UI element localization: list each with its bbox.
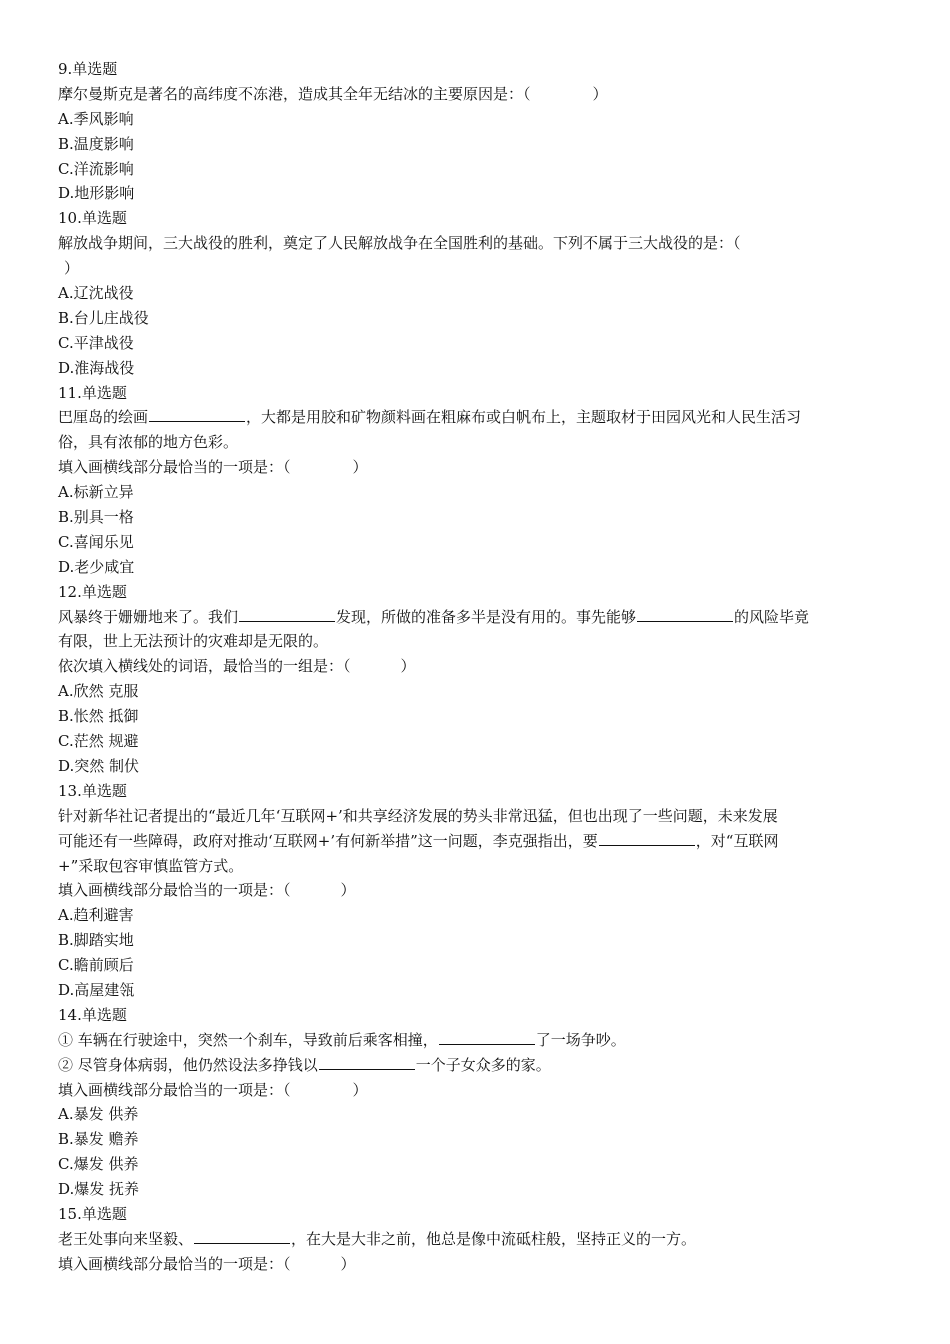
answer-blank	[239, 607, 335, 622]
answer-blank	[149, 407, 245, 422]
question-9-option-a[interactable]: A.季风影响	[58, 109, 134, 128]
question-13-title: 13.单选题	[58, 781, 127, 800]
question-14-prompt: 填入画横线部分最恰当的一项是：（ ）	[58, 1080, 368, 1099]
question-10-option-b[interactable]: B.台儿庄战役	[58, 308, 149, 327]
question-10-stem: 解放战争期间，三大战役的胜利，奠定了人民解放战争在全国胜利的基础。下列不属于三大战役的是：（	[58, 234, 741, 253]
answer-blank	[599, 831, 695, 846]
question-page	[58, 57, 898, 1277]
question-12-option-d[interactable]: D.突然 制伏	[58, 756, 140, 775]
question-9-option-c[interactable]: C.洋流影响	[58, 159, 134, 178]
question-11-option-d[interactable]: D.老少咸宜	[58, 557, 135, 576]
question-13-stem-end: +”采取包容审慎监管方式。	[58, 856, 244, 875]
question-9-option-b[interactable]: B.温度影响	[58, 134, 134, 153]
question-12-option-c[interactable]: C.茫然 规避	[58, 732, 139, 751]
question-14-option-d[interactable]: D.爆发 抚养	[58, 1180, 140, 1199]
question-10-option-d[interactable]: D.淮海战役	[58, 358, 135, 377]
question-11-prompt: 填入画横线部分最恰当的一项是：（ ）	[58, 458, 368, 477]
question-12-stem-cont: 有限，世上无法预计的灾难却是无限的。	[58, 632, 329, 651]
question-12-prompt: 依次填入横线处的词语，最恰当的一组是：（ ）	[58, 657, 416, 676]
question-11-stem-cont: 俗，具有浓郁的地方色彩。	[58, 433, 239, 452]
question-9-option-d[interactable]: D.地形影响	[58, 184, 135, 203]
question-10-option-c[interactable]: C.平津战役	[58, 333, 134, 352]
question-11-option-b[interactable]: B.别具一格	[58, 508, 134, 527]
question-11-option-c[interactable]: C.喜闻乐见	[58, 532, 134, 551]
question-12-title: 12.单选题	[58, 582, 127, 601]
question-9-title: 9.单选题	[58, 60, 118, 78]
question-14-sentence-2: ② 尽管身体病弱，他仍然设法多挣钱以 一个子女众多的家。	[58, 1055, 551, 1074]
question-10-option-a[interactable]: A.辽沈战役	[58, 284, 134, 303]
question-13-option-d[interactable]: D.高屋建瓴	[58, 980, 135, 999]
question-15-prompt: 填入画横线部分最恰当的一项是：（ ）	[58, 1254, 356, 1273]
answer-blank	[194, 1229, 290, 1244]
question-13-option-a[interactable]: A.趋利避害	[58, 906, 134, 925]
answer-blank	[637, 607, 733, 622]
question-14-title: 14.单选题	[58, 1005, 127, 1024]
question-14-sentence-1: ① 车辆在行驶途中，突然一个刹车，导致前后乘客相撞， 了一场争吵。	[58, 1030, 626, 1049]
question-15-stem: 老王处事向来坚毅、 ，在大是大非之前，他总是像中流砥柱般，坚持正义的一方。	[58, 1229, 697, 1248]
question-11-title: 11.单选题	[58, 383, 127, 402]
question-15-title: 15.单选题	[58, 1204, 127, 1223]
question-13-stem: 针对新华社记者提出的“最近几年‘互联网+’和共享经济发展的势头非常迅猛，但也出现了一些问题，未来发展	[58, 806, 778, 825]
question-11-option-a[interactable]: A.标新立异	[58, 483, 134, 502]
answer-blank	[439, 1030, 535, 1045]
question-10-stem-paren: ）	[64, 259, 80, 278]
question-14-option-a[interactable]: A.暴发 供养	[58, 1105, 139, 1124]
question-11-stem: 巴厘岛的绘画 ，大都是用胶和矿物颜料画在粗麻布或白帆布上，主题取材于田园风光和人民生活习	[58, 408, 802, 427]
question-12-option-b[interactable]: B.怅然 抵御	[58, 707, 139, 726]
question-12-option-a[interactable]: A.欣然 克服	[58, 682, 139, 701]
question-13-prompt: 填入画横线部分最恰当的一项是：（ ）	[58, 881, 356, 900]
answer-blank	[319, 1055, 415, 1070]
question-14-option-b[interactable]: B.暴发 赡养	[58, 1130, 139, 1149]
question-13-stem-cont: 可能还有一些障碍，政府对推动‘互联网+’有何新举措”这一问题，李克强指出，要 ，对“互联网	[58, 831, 779, 850]
question-9-stem: 摩尔曼斯克是著名的高纬度不冻港，造成其全年无结冰的主要原因是：（ ）	[58, 84, 608, 103]
question-10-title: 10.单选题	[58, 209, 127, 228]
question-12-stem: 风暴终于姗姗地来了。我们 发现，所做的准备多半是没有用的。事先能够 的风险毕竟	[58, 607, 810, 626]
question-14-option-c[interactable]: C.爆发 供养	[58, 1155, 139, 1174]
question-13-option-b[interactable]: B.脚踏实地	[58, 931, 134, 950]
question-13-option-c[interactable]: C.瞻前顾后	[58, 956, 134, 975]
